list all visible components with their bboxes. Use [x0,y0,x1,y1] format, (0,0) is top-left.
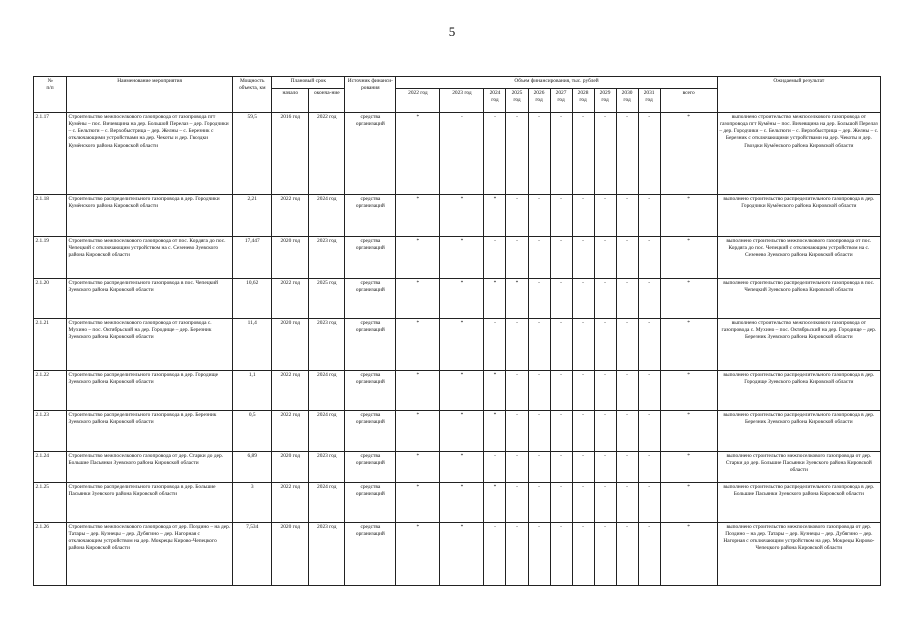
funding-cell: - [572,195,594,237]
end-year: 2023 год [309,319,345,371]
funding-cell: * [440,237,484,279]
header-year: 2028 год [572,89,594,113]
funding-cell: * [484,483,506,523]
funding-source: средства организаций [345,113,396,195]
funding-source: средства организаций [345,483,396,523]
capacity-value: 0,5 [233,411,272,452]
funding-cell: - [572,279,594,319]
header-source: Источник финанси-рования [345,77,396,113]
funding-cell: - [506,371,528,411]
funding-cell: * [396,523,440,586]
activity-name: Строительство межпоселкового газопровода от дер. Поздино – на дер. Татары – дер. Кузнецы – дер. Дубягино – дер. Нагорная с отключающим устройством на дер. Мокрецы Кирово-Чепецкого района Кировской области [67,523,233,586]
header-volume: Объем финансирования, тыс. рублей [396,77,717,89]
funding-source: средства организаций [345,452,396,483]
funding-cell: * [396,411,440,452]
header-term: Плановый срок [272,77,345,89]
row-number: 2.1.23 [34,411,67,452]
end-year: 2022 год [309,113,345,195]
capacity-value: 59,5 [233,113,272,195]
activity-name: Строительство межпоселкового газопровода от пос. Кордяга до пос. Чепецкий с отключающим устройством на с. Сезенево Зуевского района Кировской области [67,237,233,279]
funding-cell: - [550,411,572,452]
funding-cell: * [440,319,484,371]
header-start: начало [272,89,309,113]
funding-cell: * [396,195,440,237]
funding-cell: * [660,452,717,483]
funding-cell: - [638,319,660,371]
table-row [34,411,881,452]
funding-cell: * [440,195,484,237]
funding-cell: - [528,195,550,237]
funding-cell: - [594,319,616,371]
expected-result: выполнено строительство распределительного газопровода в дер. Березник Зуевского района Кировской области [717,411,880,452]
expected-result: выполнено строительство распределительного газопровода в пос. Чепецкий Зуевского района Кировской области [717,279,880,319]
start-year: 2022 год [272,279,309,319]
funding-cell: - [572,371,594,411]
header-year: 2022 год [396,89,440,113]
funding-cell: * [440,523,484,586]
funding-cell: - [572,319,594,371]
start-year: 2020 год [272,452,309,483]
capacity-value: 11,4 [233,319,272,371]
funding-cell: - [528,279,550,319]
header-year: 2025 год [506,89,528,113]
funding-cell: - [572,523,594,586]
funding-cell: - [572,237,594,279]
funding-cell: * [660,371,717,411]
funding-cell: - [484,523,506,586]
expected-result: выполнено строительство распределительного газопровода в дер. Городчики Кумёнского района Кировской области [717,195,880,237]
end-year: 2025 год [309,279,345,319]
funding-cell: - [528,319,550,371]
funding-cell: * [396,279,440,319]
header-capacity: Мощность объекта, км [233,77,272,113]
funding-source: средства организаций [345,237,396,279]
activity-name: Строительство распределительного газопровода в дер. Большие Пасьянки Зуевского района Кировской области [67,483,233,523]
funding-cell: - [528,411,550,452]
header-year: 2024 год [484,89,506,113]
capacity-value: 1,1 [233,371,272,411]
funding-cell: - [638,195,660,237]
funding-cell: - [550,523,572,586]
funding-cell: * [440,452,484,483]
table-row [34,195,881,237]
funding-cell: - [616,452,638,483]
funding-cell: * [484,411,506,452]
funding-cell: * [660,319,717,371]
activity-name: Строительство распределительного газопровода в дер. Городище Зуевского района Кировской области [67,371,233,411]
table-row [34,279,881,319]
funding-cell: * [660,279,717,319]
capacity-value: 2,21 [233,195,272,237]
table-row [34,483,881,523]
funding-cell: * [396,113,440,195]
funding-cell: * [484,371,506,411]
start-year: 2022 год [272,371,309,411]
header-year: 2029 год [594,89,616,113]
capacity-value: 17,447 [233,237,272,279]
funding-cell: * [506,279,528,319]
funding-cell: - [484,452,506,483]
funding-source: средства организаций [345,319,396,371]
funding-cell: - [506,237,528,279]
funding-cell: * [396,319,440,371]
funding-cell: - [572,452,594,483]
funding-cell: - [638,371,660,411]
row-number: 2.1.26 [34,523,67,586]
funding-cell: * [440,483,484,523]
activity-name: Строительство распределительного газопровода в дер. Городчики Кумёнского района Кировской области [67,195,233,237]
expected-result: выполнено строительство межпоселкового газопровода от газопровода пгт Кумёны – пос. Вичевщина на дер. Большой Перелаз – дер. Городчики – с. Бельтюги – с. Верхобыстрица – дер. Желны – с. Березник с отключающими устройствами на дер. Чекоты и дер. Гвоздки Кумёнского района Кировской области [717,113,880,195]
start-year: 2022 год [272,411,309,452]
funding-cell: * [440,371,484,411]
funding-cell: - [594,279,616,319]
funding-source: средства организаций [345,279,396,319]
funding-cell: * [660,237,717,279]
start-year: 2020 год [272,237,309,279]
row-number: 2.1.25 [34,483,67,523]
end-year: 2024 год [309,483,345,523]
end-year: 2023 год [309,452,345,483]
funding-cell: - [440,113,484,195]
funding-cell: - [616,483,638,523]
funding-cell: * [660,523,717,586]
funding-cell: - [638,452,660,483]
funding-cell: - [572,483,594,523]
funding-cell: - [528,237,550,279]
funding-cell: - [638,411,660,452]
funding-cell: - [616,279,638,319]
end-year: 2024 год [309,195,345,237]
funding-cell: - [594,452,616,483]
table-row [34,113,881,195]
row-number: 2.1.19 [34,237,67,279]
expected-result: выполнено строительство межпоселкового газопровода от дер. Поздино – на дер. Татары – дер. Кузнецы – дер. Дубягино – дер. Нагорная с отключающим устройством на дер. Мокрецы Кирово-Чепецкого района Кировской области [717,523,880,586]
header-name: Наименование мероприятия [67,77,233,113]
table-row [34,319,881,371]
funding-cell: - [550,319,572,371]
funding-cell: - [572,113,594,195]
funding-cell: * [660,483,717,523]
header-year: 2026 год [528,89,550,113]
funding-source: средства организаций [345,411,396,452]
start-year: 2022 год [272,195,309,237]
funding-cell: - [506,483,528,523]
capacity-value: 7,534 [233,523,272,586]
funding-cell: - [506,452,528,483]
funding-cell: - [550,483,572,523]
start-year: 2022 год [272,483,309,523]
funding-cell: * [396,237,440,279]
header-num: № п/п [34,77,67,113]
funding-cell: * [660,113,717,195]
funding-cell: * [440,411,484,452]
capacity-value: 3 [233,483,272,523]
funding-cell: - [506,319,528,371]
row-number: 2.1.21 [34,319,67,371]
funding-cell: - [616,195,638,237]
funding-cell: - [528,483,550,523]
funding-cell: - [506,113,528,195]
funding-cell: - [594,371,616,411]
funding-cell: - [506,411,528,452]
funding-cell: - [550,452,572,483]
funding-cell: - [550,237,572,279]
funding-cell: - [550,279,572,319]
funding-cell: - [572,411,594,452]
table-row [34,523,881,586]
header-year: 2031 год [638,89,660,113]
funding-cell: - [550,113,572,195]
funding-cell: * [396,452,440,483]
end-year: 2023 год [309,523,345,586]
funding-cell: * [660,411,717,452]
start-year: 2020 год [272,319,309,371]
header-year: 2023 год [440,89,484,113]
funding-cell: - [638,523,660,586]
funding-cell: - [616,237,638,279]
funding-cell: - [484,113,506,195]
funding-cell: - [616,319,638,371]
row-number: 2.1.24 [34,452,67,483]
expected-result: выполнено строительство межпоселкового газопровода от дер. Старки до дер. Большие Пасьянки Зуевского района Кировской области [717,452,880,483]
activity-name: Строительство распределительного газопровода в пос. Чепецкий Зуевского района Кировской области [67,279,233,319]
row-number: 2.1.22 [34,371,67,411]
expected-result: выполнено строительство распределительного газопровода в дер. Большие Пасьянки Зуевского района Кировской области [717,483,880,523]
capacity-value: 10,62 [233,279,272,319]
funding-cell: - [528,371,550,411]
start-year: 2020 год [272,523,309,586]
activity-name: Строительство межпоселкового газопровода от дер. Старки до дер. Большие Пасьянки Зуевского района Кировской области [67,452,233,483]
row-number: 2.1.20 [34,279,67,319]
funding-cell: - [616,411,638,452]
header-year: 2027 год [550,89,572,113]
funding-cell: - [616,113,638,195]
funding-cell: - [484,237,506,279]
funding-cell: - [484,319,506,371]
expected-result: выполнено строительство распределительного газопровода в дер. Городище Зуевского района Кировской области [717,371,880,411]
header-year: 2030 год [616,89,638,113]
header-result: Ожидаемый результат [717,77,880,113]
funding-cell: - [506,523,528,586]
funding-cell: * [440,279,484,319]
funding-source: средства организаций [345,371,396,411]
funding-cell: - [638,113,660,195]
funding-cell: * [396,371,440,411]
funding-cell: - [528,523,550,586]
end-year: 2023 год [309,237,345,279]
funding-cell: - [594,411,616,452]
table-row [34,371,881,411]
header-end: оконча-ние [309,89,345,113]
funding-cell: * [484,279,506,319]
funding-cell: - [594,237,616,279]
activity-name: Строительство межпоселкового газопровода от газопровода с. Мухино – пос. Октябрьский на дер. Городище – дер. Березник Зуевского района Кировской области [67,319,233,371]
end-year: 2024 год [309,371,345,411]
header-total: всего [660,89,717,113]
funding-source: средства организаций [345,523,396,586]
activity-name: Строительство межпоселкового газопровода от газопровода пгт Кумёны – пос. Вичевщина на дер. Большой Перелаз – дер. Городчики – с. Бельтюги – с. Верхобыстрица – дер. Желны – с. Березник с отключающими устройствами на дер. Чекоты и дер. Гвоздки Кумёнского района Кировской области [67,113,233,195]
funding-cell: - [594,523,616,586]
row-number: 2.1.18 [34,195,67,237]
table-row [34,237,881,279]
funding-cell: - [594,195,616,237]
table-row [34,452,881,483]
financing-table [33,76,881,586]
activity-name: Строительство распределительного газопровода в дер. Березник Зуевского района Кировской области [67,411,233,452]
funding-cell: - [616,523,638,586]
funding-cell: - [638,483,660,523]
expected-result: выполнено строительство межпоселкового газопровода от газопровода с. Мухино – пос. Октябрьский на дер. Городище – дер. Березник Зуевского района Кировской области [717,319,880,371]
funding-cell: - [550,195,572,237]
start-year: 2016 год [272,113,309,195]
funding-cell: - [594,483,616,523]
funding-cell: - [506,195,528,237]
funding-cell: * [396,483,440,523]
row-number: 2.1.17 [34,113,67,195]
funding-source: средства организаций [345,195,396,237]
funding-cell: - [638,279,660,319]
funding-cell: - [616,371,638,411]
end-year: 2024 год [309,411,345,452]
funding-cell: - [528,452,550,483]
expected-result: выполнено строительство межпоселкового газопровода от пос. Кордяга до пос. Чепецкий с отключающим устройством на с. Сезенево Зуевского района Кировской области [717,237,880,279]
capacity-value: 6,89 [233,452,272,483]
funding-cell: * [660,195,717,237]
funding-cell: - [550,371,572,411]
funding-cell: * [484,195,506,237]
page-number: 5 [448,24,456,39]
funding-cell: - [594,113,616,195]
funding-cell: - [528,113,550,195]
funding-cell: - [638,237,660,279]
